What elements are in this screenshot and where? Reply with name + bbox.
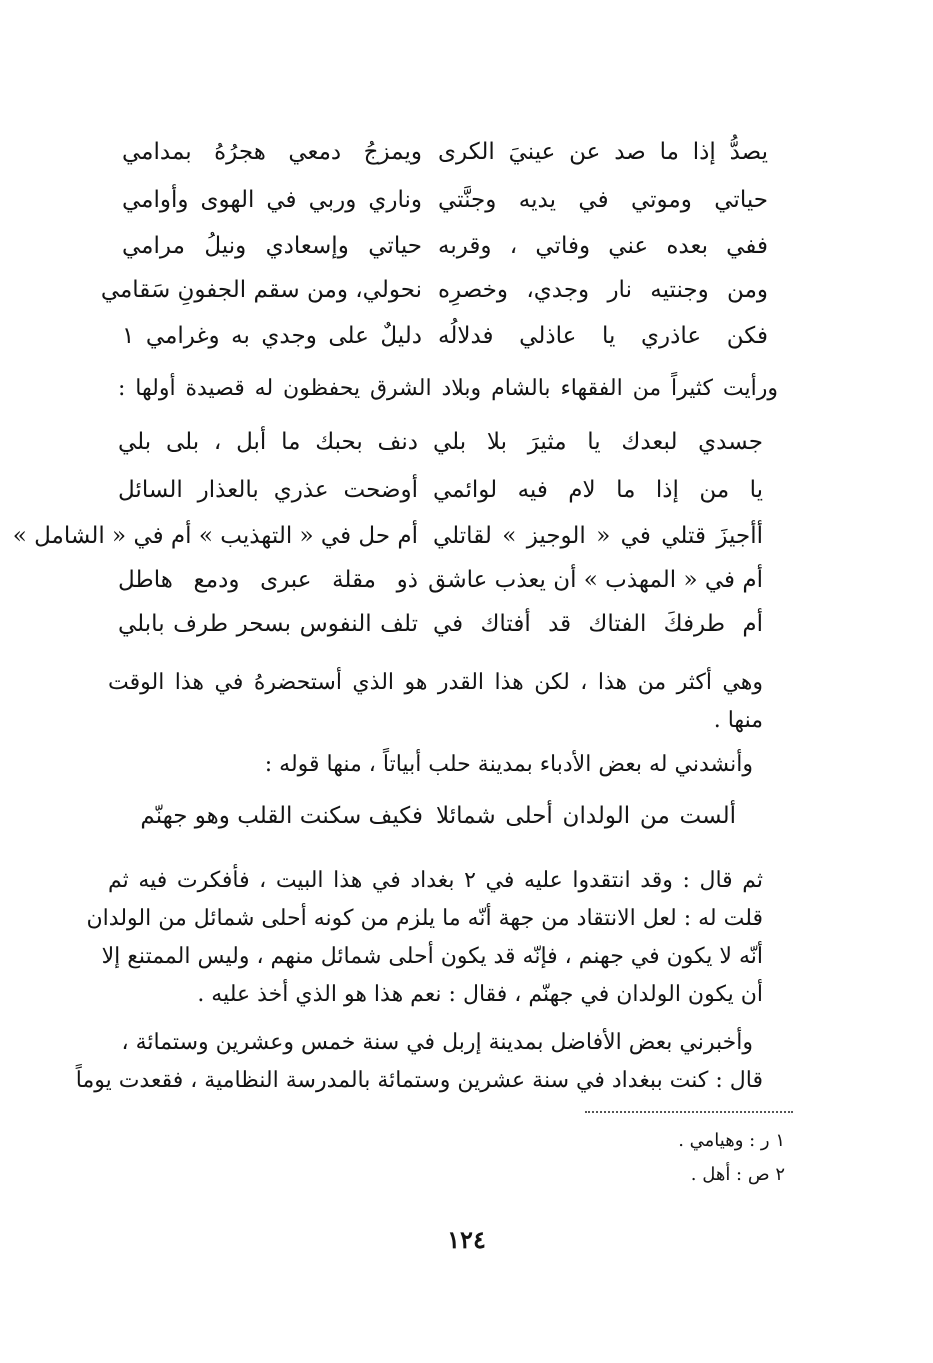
poem1-hemistich-second: دليلٌ على وجدي به وغرامي ١ (122, 323, 422, 349)
footnote: ٢ ص : أهل . (690, 1164, 785, 1185)
paragraph-line: أن يكون الولدان في جهنّم ، فقال : نعم هذا هو الذي أخذ عليه . (197, 982, 763, 1007)
poem2-hemistich-first: جسدي لبعدك يا مثيرَ بلا بلي (433, 429, 763, 455)
poem1-hemistich-second: نحولي، ومن سقم الجفونِ سَقامي (100, 277, 422, 303)
paragraph-line: ثم قال : وقد انتقدوا عليه في ٢ بغداد في هذا البيت ، فأفكرت فيه ثم (108, 868, 763, 893)
poem1-hemistich-second: وناري وربي في الهوى وأوامي (122, 187, 422, 213)
poem2-hemistich-first: أم في « المهذب » أن يعذب عاشق (428, 567, 763, 593)
paragraph-line: منها . (713, 708, 763, 733)
verse-3-second: فكيف سكنت القلب وهو جهنّم (140, 803, 423, 829)
poem2-hemistich-second: أوضحت عذري بالعذار السائل (118, 477, 418, 503)
paragraph-line: قلت له : لعل الانتقاد من جهة أنّه ما يلزم من كونه أحلى شمائل من الولدان (86, 906, 763, 931)
poem1-hemistich-first: ففي بعده عني وفاتي ، وقربه (438, 233, 768, 259)
poem2-hemistich-second: تلف النفوس بسحر طرف بابلي (118, 611, 418, 637)
poem2-hemistich-first: أم طرفكَ الفتاك قد أفتاك في (433, 611, 763, 637)
intro-paragraph-3: وأنشدني له بعض الأدباء بمدينة حلب أبياتاً ، منها قوله : (264, 752, 753, 777)
poem2-hemistich-second: ذو مقلة عبرى ودمع هاطل (118, 567, 418, 593)
poem2-hemistich-first: أأجيزَ قتلي في « الوجيز » لقاتلي (433, 523, 763, 549)
poem1-hemistich-first: فكن عاذري يا عاذلي فدلالُه (438, 323, 768, 349)
footnote-separator (585, 1111, 793, 1113)
poem2-hemistich-second: أم حل في « التهذيب » أم في « الشامل » (12, 523, 418, 549)
paragraph-line: قال : كنت ببغداد في سنة عشرين وستمائة بالمدرسة النظامية ، فقعدت يوماً (75, 1068, 763, 1093)
paragraph-line: وأخبرني بعض الأفاضل بمدينة إربل في سنة خمس وعشرين وستمائة ، (121, 1030, 753, 1055)
poem1-hemistich-first: حياتي وموتي في يديه وجنَّتي (438, 187, 768, 213)
poem1-hemistich-second: ويمزجُ دمعي هجرُهُ بمدامي (122, 139, 422, 165)
poem1-hemistich-second: حياتي وإسعادي ونيلُ مرامي (122, 233, 422, 259)
paragraph-line: أنّه لا يكون في جهنم ، فإنّه قد يكون أحلى شمائل منهم ، وليس الممتنع إلا (101, 944, 763, 969)
intro-paragraph-2: ورأيت كثيراً من الفقهاء بالشام وبلاد الشرق يحفظون له قصيدة أولها : (118, 376, 778, 401)
page-number: ١٢٤ (447, 1225, 486, 1254)
verse-3-first: ألست من الولدان أحلى شمائلا (436, 803, 736, 829)
poem1-hemistich-first: يصدُّ إذا ما صد عن عينيَ الكرى (438, 139, 768, 165)
poem2-hemistich-first: يا من إذا ما لام فيه لوائمي (433, 477, 763, 503)
poem1-hemistich-first: ومن وجنتيه نار وجدي، وخصرِه (438, 277, 768, 303)
footnote: ١ ر : وهيامي . (678, 1130, 785, 1151)
paragraph-line: وهي أكثر من هذا ، لكن هذا القدر هو الذي أستحضرهُ في هذا الوقت (108, 670, 763, 695)
poem2-hemistich-second: دنف بحبك ما أبل ، بلى بلي (118, 429, 418, 455)
